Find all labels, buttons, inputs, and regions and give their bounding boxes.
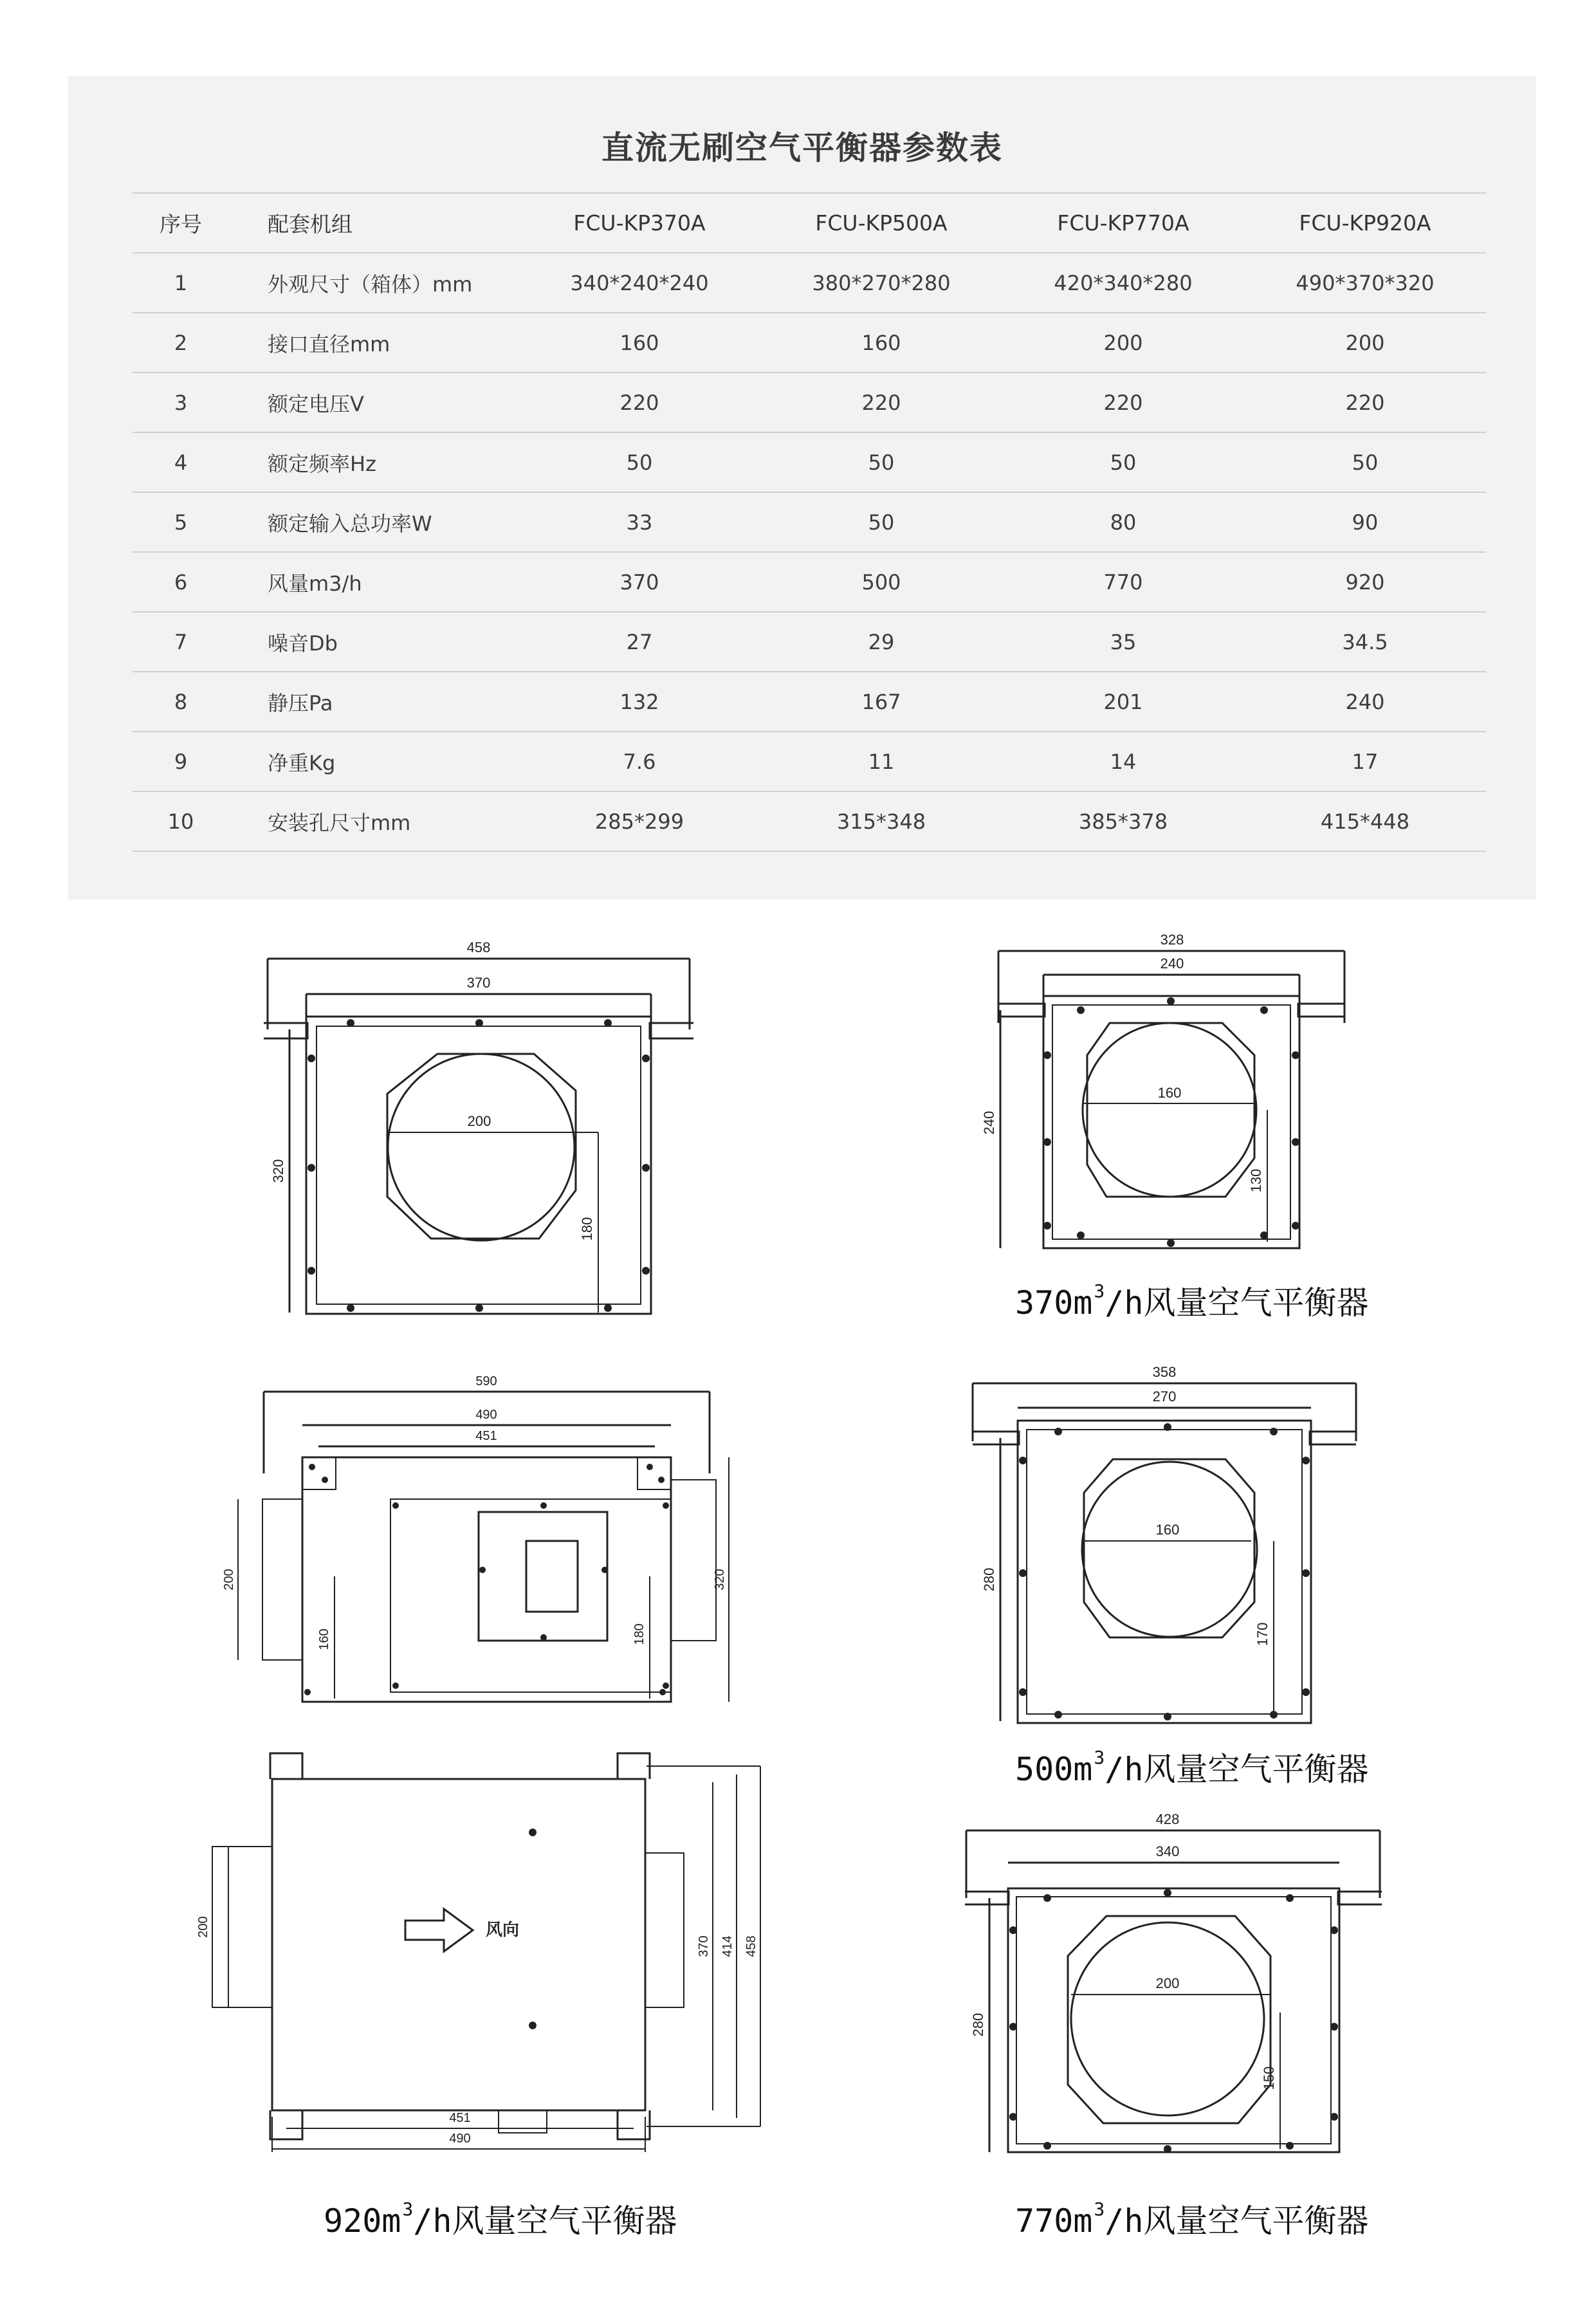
drawing-500 <box>973 1364 1356 1723</box>
dim-height: 280 <box>981 1567 997 1592</box>
dim-offset: 150 <box>1261 2066 1277 2090</box>
row-no: 9 <box>133 732 229 791</box>
header-model: FCU-KP500A <box>760 193 1002 253</box>
caption-500 <box>1015 1744 1369 1790</box>
dim-width-inner: 270 <box>1152 1388 1177 1405</box>
row-value: 50 <box>1244 432 1486 492</box>
drawing-370 <box>981 932 1344 1248</box>
row-value: 415*448 <box>1244 791 1486 851</box>
row-value: 340*240*240 <box>518 253 760 313</box>
dim-d1: 370 <box>697 1935 711 1957</box>
dim-height: 320 <box>270 1159 286 1183</box>
row-value: 200 <box>1244 313 1486 373</box>
row-value: 35 <box>1002 612 1244 672</box>
row-value: 11 <box>760 732 1002 791</box>
row-value: 220 <box>1002 373 1244 432</box>
dim-width-mid: 490 <box>475 1408 497 1422</box>
caption-770 <box>1015 2195 1369 2242</box>
row-no: 5 <box>133 492 229 552</box>
row-value: 285*299 <box>518 791 760 851</box>
dim-diameter: 200 <box>467 1113 491 1129</box>
row-value: 160 <box>760 313 1002 373</box>
caption-920-post: /h风量空气平衡器 <box>413 2202 677 2240</box>
caption-370-post: /h风量空气平衡器 <box>1105 1284 1369 1322</box>
dim-width-inner: 370 <box>466 975 491 991</box>
row-value: 490*370*320 <box>1244 253 1486 313</box>
dim-height: 240 <box>981 1111 997 1135</box>
dim-width-inner: 340 <box>1155 1843 1180 1859</box>
row-value: 29 <box>760 612 1002 672</box>
row-value: 50 <box>760 432 1002 492</box>
drawing-front-770 <box>264 939 693 1314</box>
row-value: 500 <box>760 552 1002 612</box>
row-value: 50 <box>518 432 760 492</box>
row-value: 200 <box>1002 313 1244 373</box>
caption-770-sup: 3 <box>1094 2198 1105 2220</box>
caption-370-pre: 370m <box>1015 1284 1093 1322</box>
dim-width-outer: 358 <box>1152 1364 1177 1380</box>
dim-offset: 180 <box>579 1217 595 1241</box>
header-label: 配套机组 <box>229 193 518 253</box>
caption-920-sup: 3 <box>402 2198 414 2220</box>
airflow-label: 风向 <box>486 1920 520 1939</box>
row-no: 7 <box>133 612 229 672</box>
header-model: FCU-KP770A <box>1002 193 1244 253</box>
row-value: 14 <box>1002 732 1244 791</box>
drawing-770 <box>965 1811 1382 2153</box>
drawing-920-side <box>222 1374 729 1702</box>
caption-370-sup: 3 <box>1094 1280 1105 1302</box>
dim-width-inner: 451 <box>449 2111 471 2125</box>
caption-770-post: /h风量空气平衡器 <box>1105 2202 1369 2240</box>
row-value: 7.6 <box>518 732 760 791</box>
caption-770-pre: 770m <box>1015 2202 1093 2240</box>
caption-500-post: /h风量空气平衡器 <box>1105 1751 1369 1788</box>
row-no: 4 <box>133 432 229 492</box>
row-no: 8 <box>133 672 229 732</box>
row-value: 220 <box>518 373 760 432</box>
caption-370 <box>1015 1277 1369 1323</box>
row-value: 315*348 <box>760 791 1002 851</box>
row-value: 220 <box>760 373 1002 432</box>
dim-width-outer: 328 <box>1160 932 1184 948</box>
dim-offset-left: 160 <box>317 1628 331 1650</box>
row-value: 90 <box>1244 492 1486 552</box>
row-label: 额定输入总功率W <box>229 492 518 552</box>
row-value: 167 <box>760 672 1002 732</box>
row-label: 静压Pa <box>229 672 518 732</box>
dim-offset: 130 <box>1248 1168 1264 1193</box>
dim-diameter: 160 <box>1157 1085 1182 1101</box>
row-value: 420*340*280 <box>1002 253 1244 313</box>
row-label: 额定频率Hz <box>229 432 518 492</box>
row-value: 50 <box>1002 432 1244 492</box>
dim-d3: 458 <box>744 1935 758 1957</box>
row-value: 920 <box>1244 552 1486 612</box>
dim-diameter: 200 <box>1155 1975 1180 1991</box>
row-value: 240 <box>1244 672 1486 732</box>
dim-offset: 170 <box>1254 1622 1270 1646</box>
row-label: 净重Kg <box>229 732 518 791</box>
dim-diameter: 160 <box>1155 1522 1180 1538</box>
row-value: 17 <box>1244 732 1486 791</box>
spec-title: 直流无刷空气平衡器参数表 <box>601 129 1003 167</box>
airflow-arrow-icon <box>405 1909 473 1951</box>
caption-500-sup: 3 <box>1094 1747 1105 1768</box>
row-value: 370 <box>518 552 760 612</box>
row-label: 额定电压V <box>229 373 518 432</box>
row-no: 2 <box>133 313 229 373</box>
dim-offset-right: 180 <box>632 1623 647 1645</box>
row-value: 770 <box>1002 552 1244 612</box>
dim-width-outer: 490 <box>449 2132 471 2146</box>
dim-width-outer: 428 <box>1155 1811 1180 1827</box>
drawing-920-top <box>196 1753 760 2152</box>
dim-width-outer: 458 <box>466 939 491 955</box>
row-label: 外观尺寸（箱体）mm <box>229 253 518 313</box>
dim-width-outer: 590 <box>475 1374 497 1388</box>
header-no: 序号 <box>133 193 229 253</box>
caption-920 <box>324 2195 677 2242</box>
row-label: 安装孔尺寸mm <box>229 791 518 851</box>
row-value: 80 <box>1002 492 1244 552</box>
dim-height-right: 320 <box>713 1569 727 1590</box>
dim-width-inner: 451 <box>475 1429 497 1443</box>
row-value: 132 <box>518 672 760 732</box>
dim-height: 280 <box>970 2013 986 2037</box>
row-no: 1 <box>133 253 229 313</box>
row-value: 385*378 <box>1002 791 1244 851</box>
header-model: FCU-KP920A <box>1244 193 1486 253</box>
row-value: 50 <box>760 492 1002 552</box>
row-no: 3 <box>133 373 229 432</box>
row-label: 风量m3/h <box>229 552 518 612</box>
row-value: 220 <box>1244 373 1486 432</box>
row-value: 34.5 <box>1244 612 1486 672</box>
dim-height-left: 200 <box>222 1569 236 1590</box>
header-model: FCU-KP370A <box>518 193 760 253</box>
row-label: 接口直径mm <box>229 313 518 373</box>
caption-920-pre: 920m <box>324 2202 401 2240</box>
row-value: 33 <box>518 492 760 552</box>
row-value: 380*270*280 <box>760 253 1002 313</box>
row-value: 201 <box>1002 672 1244 732</box>
row-label: 噪音Db <box>229 612 518 672</box>
caption-500-pre: 500m <box>1015 1751 1093 1788</box>
dim-d2: 414 <box>720 1935 735 1957</box>
dim-height-left: 200 <box>196 1916 210 1938</box>
row-value: 27 <box>518 612 760 672</box>
dim-width-inner: 240 <box>1160 955 1184 972</box>
row-no: 6 <box>133 552 229 612</box>
row-no: 10 <box>133 791 229 851</box>
row-value: 160 <box>518 313 760 373</box>
